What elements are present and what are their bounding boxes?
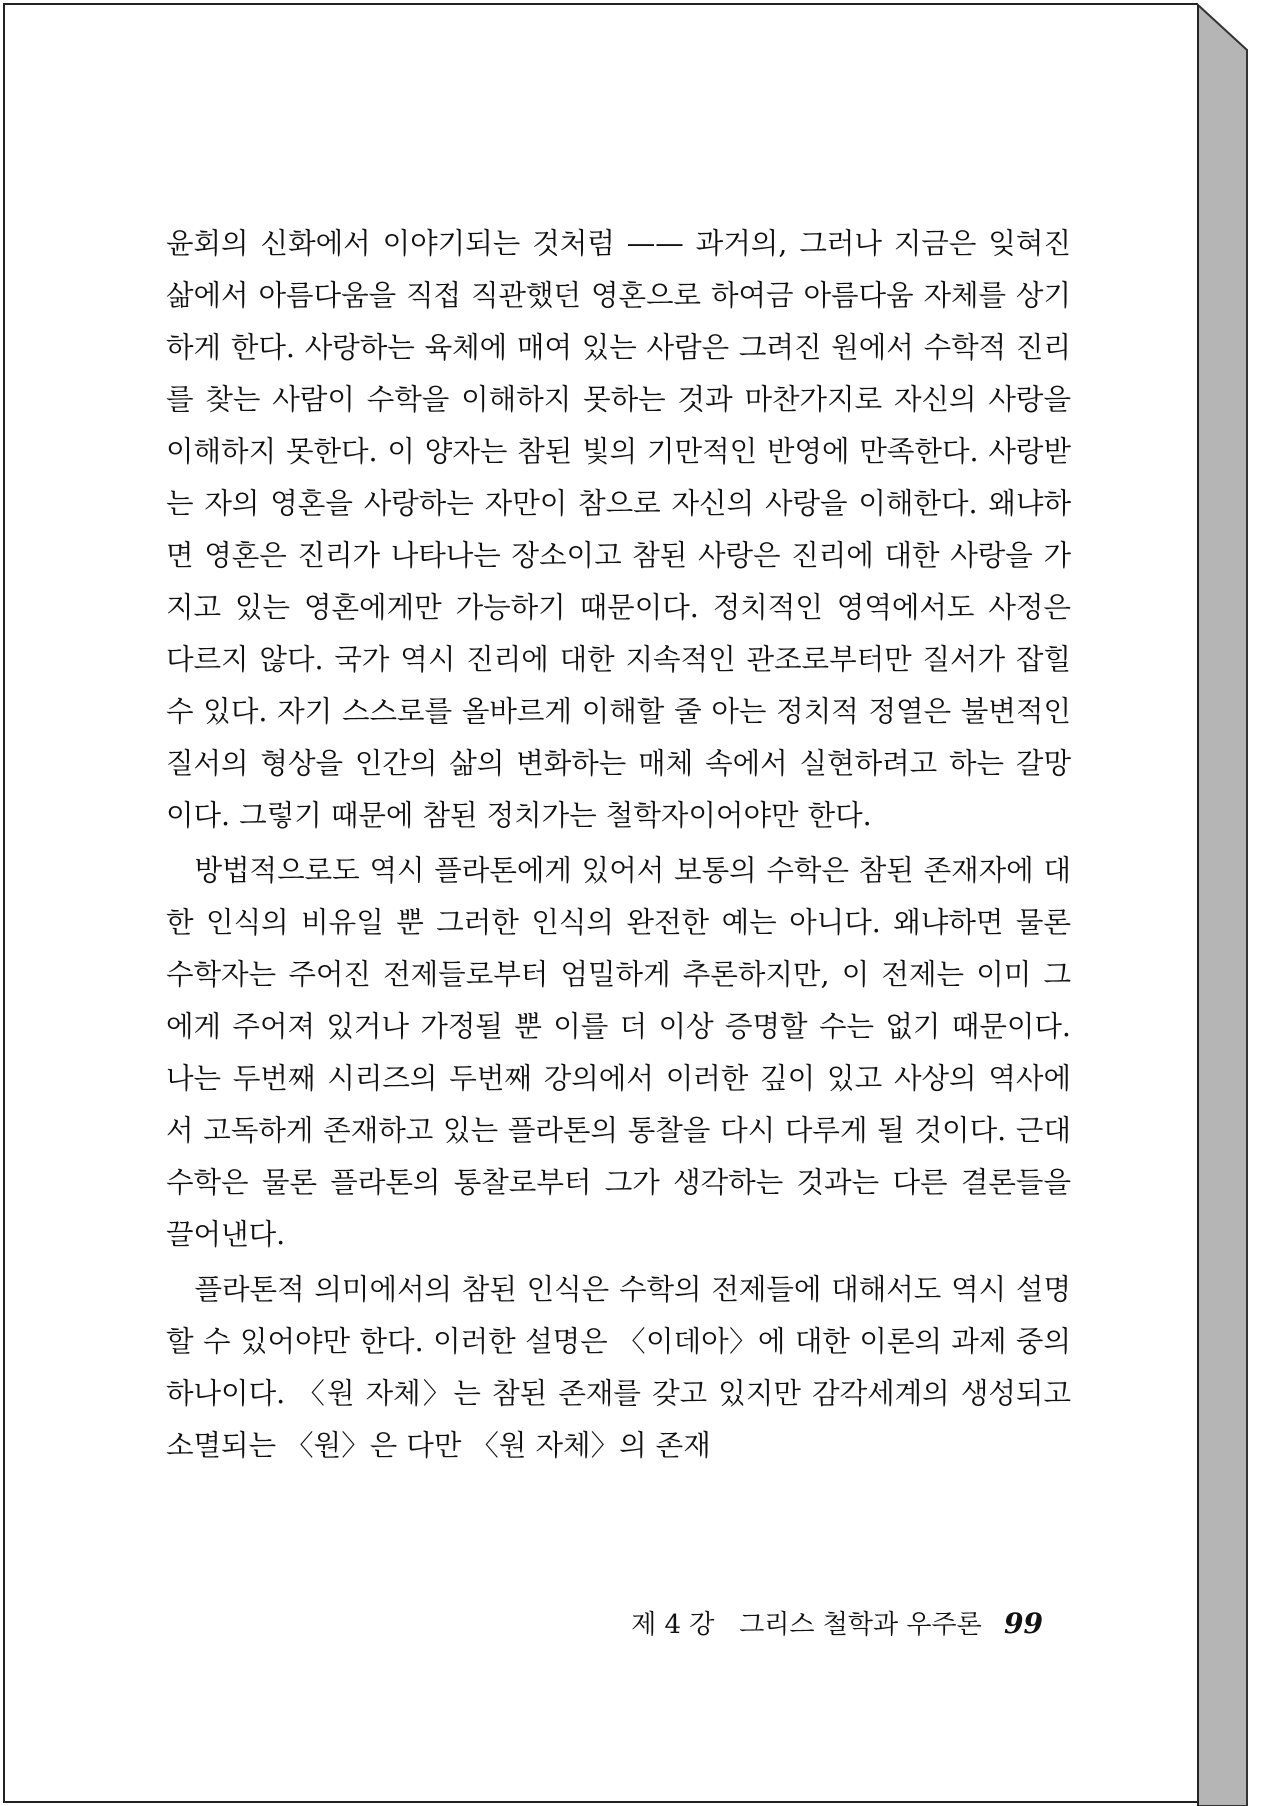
running-footer xyxy=(631,1604,1043,1641)
footer-title: 그리스 철학과 우주론 xyxy=(739,1610,982,1640)
paragraph-2: 방법적으로도 역시 플라톤에게 있어서 보통의 수학은 참된 존재자에 대한 인식의 비유일 뿐 그러한 인식의 완전한 예는 아니다. 왜냐하면 물론 수학자는 주어진 전제들로부터 엄밀하게 추론하지만, 이 전제는 이미 그에게 주어져 있거나 가정될 뿐 이를 더 이상 증명할 수는 없기 때문이다. 나는 두번째 시리즈의 두번째 강의에서 이러한 깊이 있고 사상의 역사에서 고독하게 존재하고 있는 플라톤의 통찰을 다시 다루게 될 것이다. 근대 수학은 물론 플라톤의 통찰로부터 그가 생각하는 것과는 다른 결론들을 끌어낸다. xyxy=(166,854,1071,1251)
footer-chapter: 제 4 강 xyxy=(631,1610,715,1640)
paragraph-3: 플라톤적 의미에서의 참된 인식은 수학의 전제들에 대해서도 역시 설명할 수 있어야만 한다. 이러한 설명은 〈이데아〉에 대한 이론의 과제 중의 하나이다. 〈원 자체〉는 참된 존재를 갖고 있지만 감각세계의 생성되고 소멸되는 〈원〉은 다만 〈원 자체〉의 존재 xyxy=(166,1273,1071,1462)
page-number: 99 xyxy=(1004,1607,1043,1640)
paragraph-1: 윤회의 신화에서 이야기되는 것처럼 —— 과거의, 그러나 지금은 잊혀진 삶에서 아름다움을 직접 직관했던 영혼으로 하여금 아름다움 자체를 상기하게 한다. 사랑하는 육체에 매여 있는 사람은 그려진 원에서 수학적 진리를 찾는 사람이 수학을 이해하지 못하는 것과 마찬가지로 자신의 사랑을 이해하지 못한다. 이 양자는 참된 빛의 기만적인 반영에 만족한다. 사랑받는 자의 영혼을 사랑하는 자만이 참으로 자신의 사랑을 이해한다. 왜냐하면 영혼은 진리가 나타나는 장소이고 참된 사랑은 진리에 대한 사랑을 가지고 있는 영혼에게만 가능하기 때문이다. 정치적인 영역에서도 사정은 다르지 않다. 국가 역시 진리에 대한 지속적인 관조로부터만 질서가 잡힐 수 있다. 자기 스스로를 올바르게 이해할 줄 아는 정치적 정열은 불변적인 질서의 형상을 인간의 삶의 변화하는 매체 속에서 실현하려고 하는 갈망이다. 그렇기 때문에 참된 정치가는 철학자이어야만 한다. xyxy=(166,227,1071,832)
body-text xyxy=(166,218,1071,1472)
